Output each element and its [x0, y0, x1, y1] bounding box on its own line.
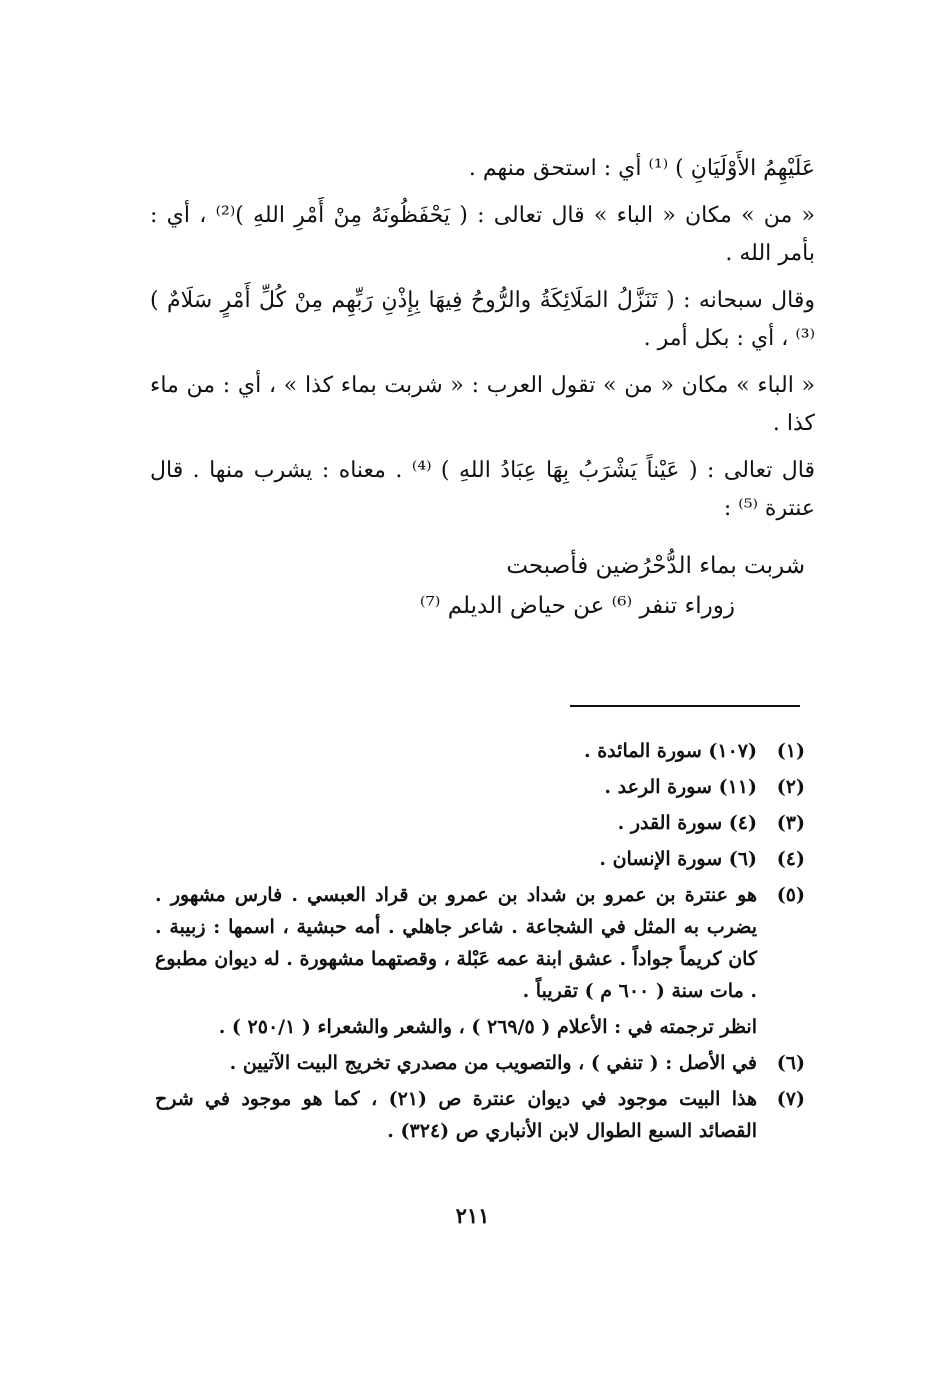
- footnote: [155, 879, 805, 1007]
- poetry-verse: [150, 546, 815, 626]
- footnote: [155, 771, 805, 803]
- footnote-number: (٧): [776, 1088, 805, 1110]
- paragraph-5: قال تعالى : ( عَيْناً يَشْرَبُ بِهَا عِبَادُ اللهِ ) ⁽⁴⁾ . معناه : يشرب منها . قال عنترة ⁽⁵⁾ :: [150, 458, 816, 521]
- paragraph-3: وقال سبحانه : ( تَنَزَّلُ المَلَائِكَةُ والرُّوحُ فِيهَا بِإِذْنِ رَبِّهِم مِنْ كُلِّ أَمْرٍ سَلَامٌ ) ⁽³⁾ ، أي : بكل أمر .: [150, 288, 815, 351]
- paragraph-4: « الباء » مكان « من » تقول العرب : « شربت بماء كذا » ، أي : من ماء كذا .: [150, 373, 815, 436]
- footnote-number: (٤): [776, 848, 805, 870]
- footnote-number: (٣): [776, 812, 805, 834]
- footnote: [155, 807, 805, 839]
- paragraph-2: « من » مكان « الباء » قال تعالى : ( يَحْفَظُونَهُ مِنْ أَمْرِ اللهِ )⁽²⁾ ، أي : بأمر الله .: [150, 203, 815, 266]
- footnotes: [155, 735, 805, 1151]
- main-text: [150, 150, 815, 626]
- footnote-text: (٦) سورة الإنسان .: [599, 848, 757, 870]
- footnote: [155, 735, 805, 767]
- footnote-text: (١١) سورة الرعد .: [604, 776, 757, 798]
- footnote-text: (٤) سورة القدر .: [617, 812, 757, 834]
- footnote-number: (٥): [776, 884, 805, 906]
- footnote-number: (٦): [776, 1052, 805, 1074]
- footnote-text: هذا البيت موجود في ديوان عنترة ص (٢١) ، كما هو موجود في شرح القصائد السبع الطوال لابن الأنباري ص (٣٢٤) .: [155, 1088, 757, 1142]
- footnote: [155, 1047, 805, 1079]
- page-number: ٢١١: [455, 1203, 490, 1228]
- footnote-number: (١): [776, 740, 805, 762]
- paragraph-1: عَلَيْهِمُ الأَوْلَيَانِ ) ⁽¹⁾ أي : استحق منهم .: [468, 156, 815, 181]
- footnote-text: في الأصل : ( تنفي ) ، والتصويب من مصدري تخريج البيت الآتيين .: [229, 1052, 757, 1074]
- verse-second-hemistich: زوراء تنفر ⁽⁶⁾ عن حياض الديلم ⁽⁷⁾: [419, 593, 735, 619]
- footnote-text: هو عنترة بن عمرو بن شداد بن عمرو بن قراد العبسي . فارس مشهور . يضرب به المثل في الشجاعة . شاعر جاهلي . أمه حبشية ، اسمها : زبيبة . كان كريماً جواداً . عشق ابنة عمه عَبْلة ، وقصتهما مشهورة . له ديوان مطبوع . مات سنة ( ٦٠٠ م ) تقريباً .: [155, 884, 757, 1002]
- footnote: [155, 843, 805, 875]
- footnote-number: (٢): [776, 776, 805, 798]
- footnote-text: (١٠٧) سورة المائدة .: [584, 740, 757, 762]
- footnote-separator: [570, 705, 800, 707]
- verse-first-hemistich: شربت بماء الدُّحْرُضين فأصبحت: [506, 553, 805, 579]
- footnote: [155, 1083, 805, 1147]
- footnote-continuation: انظر ترجمته في : الأعلام ( ٢٦٩/٥ ) ، والشعر والشعراء ( ٢٥٠/١ ) .: [218, 1016, 757, 1038]
